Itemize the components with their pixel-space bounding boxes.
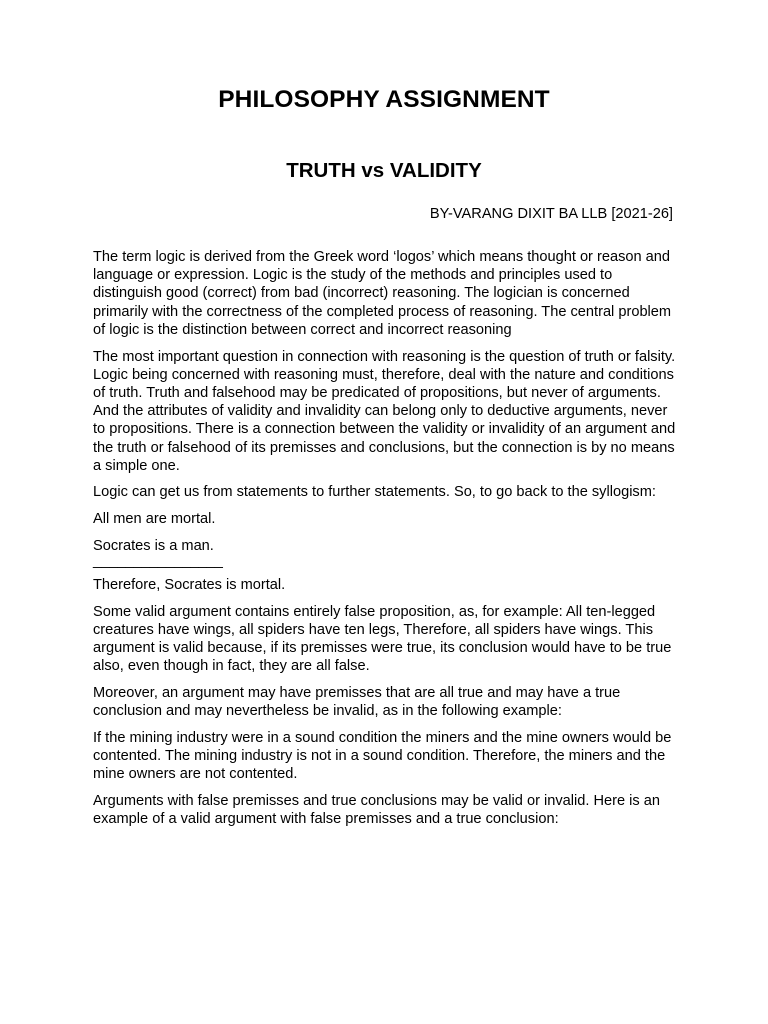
paragraph-truth-falsity: The most important question in connection with reasoning is the question of truth or falsity. Logic being concerned with reasoning must, therefore, deal with the nature and conditions of truth. Truth and falsehood may be predicated of propositions, but never of arguments. And the attributes of validity and invalidity can belong only to deductive arguments, never to propositions. There is a connection between the validity or invalidity of an argument and the truth or falsehood of its premisses and conclusions, but the connection is by no means a simple one. (93, 348, 676, 474)
syllogism-premise-1: All men are mortal. (93, 511, 216, 528)
paragraph-mining-example: If the mining industry were in a sound condition the miners and the mine owners would be contented. The mining industry is not in a sound condition. Therefore, the miners and the mine owners are not contented. (93, 729, 672, 783)
paragraph-false-premisses: Arguments with false premisses and true conclusions may be valid or invalid. Here is an example of a valid argument with false premisses and a true conclusion: (93, 793, 660, 828)
document-subtitle: TRUTH vs VALIDITY (286, 159, 482, 182)
syllogism-divider: ________________ (93, 553, 223, 570)
syllogism-conclusion: Therefore, Socrates is mortal. (93, 577, 286, 594)
document-title: PHILOSOPHY ASSIGNMENT (218, 86, 550, 113)
syllogism-premise-2: Socrates is a man. (93, 537, 214, 554)
document-body (93, 248, 683, 837)
paragraph-syllogism-intro: Logic can get us from statements to further statements. So, to go back to the syllogism: (93, 484, 656, 501)
paragraph-true-invalid: Moreover, an argument may have premisses that are all true and may have a true conclusion and may nevertheless be invalid, as in the following example: (93, 685, 621, 720)
author-line: BY-VARANG DIXIT BA LLB [2021-26] (429, 206, 673, 222)
paragraph-valid-false: Some valid argument contains entirely false proposition, as, for example: All ten-legged creatures have wings, all spiders have ten legs, Therefore, all spiders have wings. This argument is valid because, if its premisses were true, its conclusion would have to be true also, even though in fact, they are all false. (93, 603, 672, 675)
paragraph-logic-definition: The term logic is derived from the Greek word ‘logos’ which means thought or reason and language or expression. Logic is the study of the methods and principles used to distinguish good (correct) from bad (incorrect) reasoning. The logician is concerned primarily with the correctness of the completed process of reasoning. The central problem of logic is the distinction between correct and incorrect reasoning (93, 249, 672, 338)
